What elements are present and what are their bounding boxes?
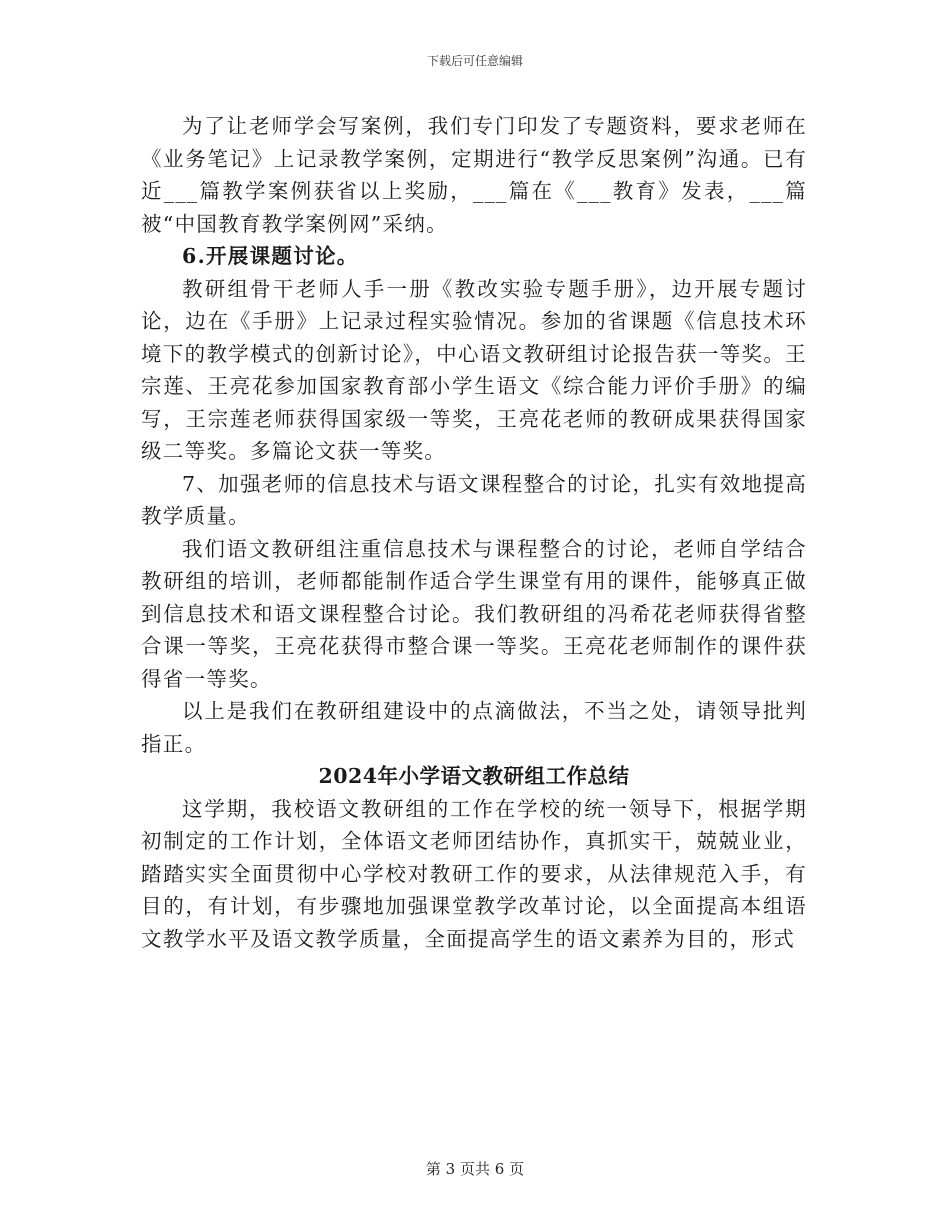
- paragraph-summary-intro: 这学期，我校语文教研组的工作在学校的统一领导下，根据学期初制定的工作计划，全体语文老师团结协作，真抓实干，兢兢业业，踏踏实实全面贯彻中心学校对教研工作的要求，从法律规范入手，有目的，有计划，有步骤地加强课堂教学改革讨论，以全面提高本组语文教学水平及语文教学质量，全面提高学生的语文素养为目的，形式: [141, 796, 807, 951]
- paragraph-it-integration: 我们语文教研组注重信息技术与课程整合的讨论，老师自学结合教研组的培训，老师都能制作适合学生课堂有用的课件，能够真正做到信息技术和语文课程整合讨论。我们教研组的冯希花老师获得省整合课一等奖，王亮花获得市整合课一等奖。王亮花老师制作的课件获得省一等奖。: [141, 536, 807, 691]
- paragraph-closing: 以上是我们在教研组建设中的点滴做法，不当之处，请领导批判指正。: [141, 699, 807, 756]
- page-header: 下载后可任意编辑: [426, 54, 523, 68]
- page-footer: 第 3 页共 6 页: [425, 1160, 525, 1178]
- paragraph-research-topics: 教研组骨干老师人手一册《教改实验专题手册》，边开展专题讨论，边在《手册》上记录过程实验情况。参加的省课题《信息技术环境下的教学模式的创新讨论》，中心语文教研组讨论报告获一等奖。王宗莲、王亮花参加国家教育部小学生语文《综合能力评价手册》的编写，王宗莲老师获得国家级一等奖，王亮花老师的教研成果获得国家级二等奖。多篇论文获一等奖。: [141, 276, 807, 463]
- heading-it-integration: 7、加强老师的信息技术与语文课程整合的讨论，扎实有效地提高教学质量。: [141, 471, 807, 528]
- heading-research-topics: 6.开展课题讨论。: [182, 244, 359, 268]
- document-body: [141, 110, 807, 955]
- paragraph-case-writing: 为了让老师学会写案例，我们专门印发了专题资料，要求老师在《业务笔记》上记录教学案例，定期进行“教学反思案例”沟通。已有近___篇教学案例获省以上奖励，___篇在《___教育》发表，___篇被“中国教育教学案例网”采纳。: [141, 114, 807, 236]
- section-title: 2024年小学语文教研组工作总结: [318, 764, 630, 788]
